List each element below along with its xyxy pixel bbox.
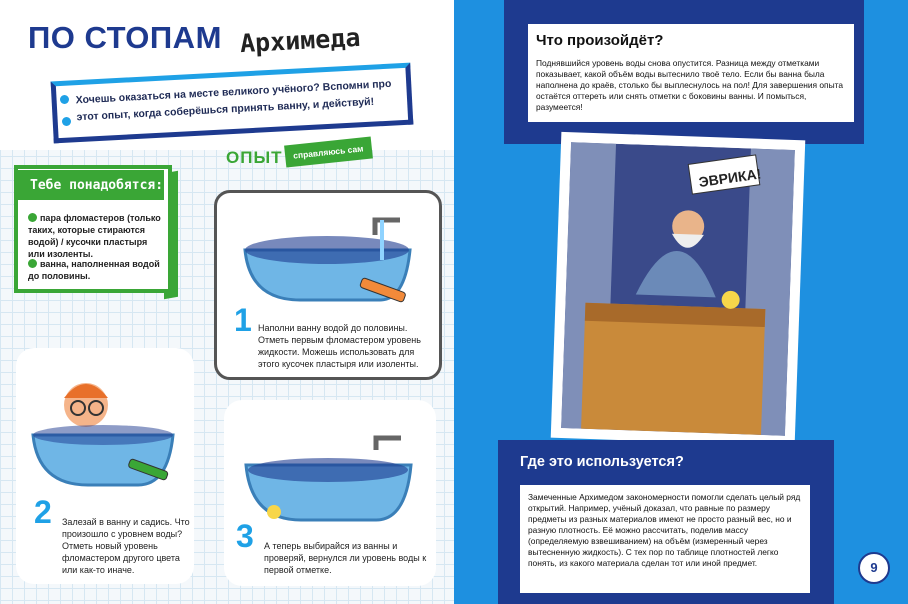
materials-item: пара фломастеров (только таких, которые стираются водой) / кусочки пластыря или изоленты. (28, 213, 161, 259)
bullet-icon (60, 95, 69, 104)
page-title-script: Архимеда (239, 22, 362, 59)
usage-title: Где это используется? (520, 454, 684, 470)
step-number: 2 (34, 494, 52, 530)
experiment-badge: справляюсь сам (284, 137, 372, 168)
intro-text: Хочешь оказаться на месте великого учёного? Вспомни про этот опыт, когда соберёшься принять ванну, и действуй! (75, 77, 392, 124)
eureka-speech: ЭВРИКА! (697, 165, 763, 191)
archimedes-illustration (561, 142, 795, 436)
usage-text: Замеченные Архимедом закономерности помогли сделать целый ряд открытий. Например, учёный доказал, что равные по размеру предметы из разных материалов имеют не просто разный вес, но и разную плотность. Её можно рассчитать, поделив массу (определяемую взвешиванием) на объём (измеренный через вытесненную жидкость). С тех пор по таблице плотностей легко понять, из какого материала сделан тот или иной предмет. (528, 492, 801, 568)
arrow-bullet-icon (28, 259, 37, 268)
result-text: Поднявшийся уровень воды снова опустится. Разница между отметками показывает, какой объём воды вытеснило твоё тело. Если бы ванна была наполнена до краёв, столько бы выплеснулось на пол! Для завершения опыта остаётся оттереть или снять отметки с боковины ванны. И помыться, разумеется! (536, 58, 844, 112)
bullet-icon (62, 117, 71, 126)
result-title: Что произойдёт? (536, 32, 664, 49)
step-text: А теперь выбирайся из ванны и проверяй, вернулся ли уровень воды к первой отметке. (264, 541, 427, 575)
page-number: 9 (858, 552, 890, 584)
step-number: 3 (236, 518, 254, 554)
boy-in-bath-illustration (28, 370, 188, 495)
bathtub-illustration (230, 200, 430, 310)
experiment-label: ОПЫТ (226, 148, 283, 167)
empty-bath-illustration (236, 420, 426, 525)
materials-item: ванна, наполненная водой до половины. (28, 259, 160, 281)
page-title: ПО СТОПАМ (28, 20, 222, 55)
arrow-bullet-icon (28, 213, 37, 222)
step-number: 1 (234, 302, 252, 338)
step-text: Залезай в ванну и садись. Что произошло с уровнем воды? Отметь новый уровень фломастером другого цвета или как-то иначе. (62, 517, 190, 575)
materials-title: Тебе понадобятся: (30, 178, 164, 193)
step-text: Наполни ванну водой до половины. Отметь первым фломастером уровень жидкости. Можешь использовать для этого кусочек пластыря или изоленты. (258, 323, 421, 369)
